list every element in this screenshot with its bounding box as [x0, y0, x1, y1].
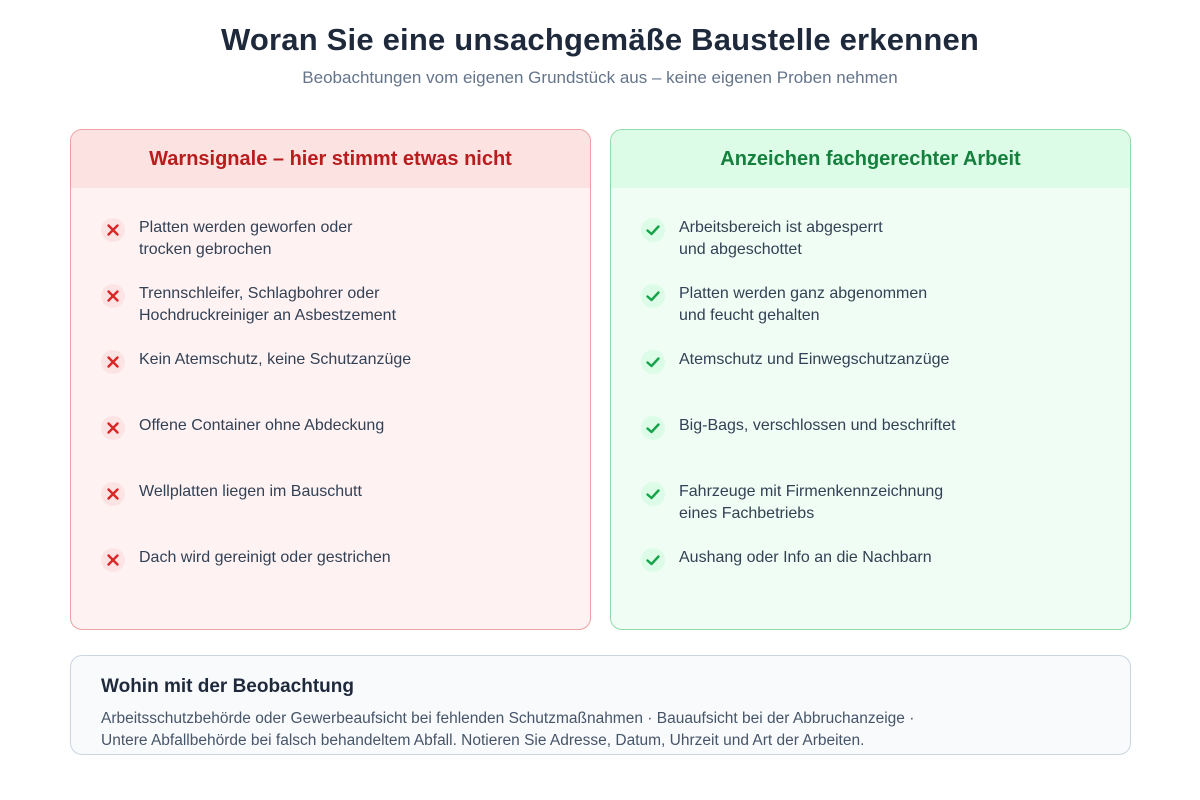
good-practice-item: [641, 283, 1101, 343]
good-practice-item-line: Big-Bags, verschlossen und beschriftet: [679, 417, 956, 434]
x-icon: [101, 548, 125, 572]
warning-item-text: [139, 283, 519, 327]
good-practice-item-line: Atemschutz und Einwegschutzanzüge: [679, 351, 950, 368]
check-icon: [641, 284, 665, 308]
warning-item-text: [139, 415, 519, 437]
x-icon: [101, 482, 125, 506]
reporting-note-text: [101, 708, 1061, 752]
good-practice-item: [641, 349, 1101, 409]
warning-item: [101, 217, 561, 277]
good-practice-item-text: [679, 547, 1059, 569]
warning-item-line: Kein Atemschutz, keine Schutzanzüge: [139, 351, 412, 368]
good-practice-item: [641, 547, 1101, 607]
check-icon: [641, 350, 665, 374]
good-practice-item-text: [679, 349, 1059, 371]
warning-item-text: [139, 349, 519, 371]
check-icon: [641, 218, 665, 242]
good-practice-item-line: Platten werden ganz abgenommen: [679, 285, 928, 302]
warning-item-text: [139, 547, 519, 569]
warning-item: [101, 415, 561, 475]
reporting-note-line: Arbeitsschutzbehörde oder Gewerbeaufsicht bei fehlenden Schutzmaßnahmen · Bauaufsicht bei der Abbruchanzeige ·: [101, 710, 915, 727]
good-practice-item-text: [679, 481, 1059, 525]
warning-item-line: Dach wird gereinigt oder gestrichen: [139, 549, 391, 566]
warning-item-line: trocken gebrochen: [139, 241, 272, 258]
good-practice-panel-heading: Anzeichen fachgerechter Arbeit: [611, 130, 1130, 188]
warning-item: [101, 481, 561, 541]
warning-item-line: Trennschleifer, Schlagbohrer oder: [139, 285, 380, 302]
reporting-note-line: Untere Abfallbehörde bei falsch behandeltem Abfall. Notieren Sie Adresse, Datum, Uhrzeit und Art der Arbeiten.: [101, 732, 865, 749]
good-practice-item-line: Fahrzeuge mit Firmenkennzeichnung: [679, 483, 944, 500]
good-practice-item: [641, 415, 1101, 475]
page-title: Woran Sie eine unsachgemäße Baustelle erkennen: [220, 22, 980, 57]
check-icon: [641, 482, 665, 506]
warning-item: [101, 283, 561, 343]
x-icon: [101, 350, 125, 374]
reporting-note-title: Wohin mit der Beobachtung: [101, 676, 354, 697]
check-icon: [641, 416, 665, 440]
x-icon: [101, 416, 125, 440]
warning-item-text: [139, 481, 519, 503]
good-practice-item: [641, 217, 1101, 277]
warning-item: [101, 547, 561, 607]
warning-item: [101, 349, 561, 409]
check-icon: [641, 548, 665, 572]
good-practice-item-text: [679, 415, 1059, 437]
good-practice-item-line: und feucht gehalten: [679, 307, 820, 324]
warning-panel-heading: Warnsignale – hier stimmt etwas nicht: [71, 130, 590, 188]
warning-item-text: [139, 217, 519, 261]
warning-item-line: Wellplatten liegen im Bauschutt: [139, 483, 362, 500]
good-practice-item: [641, 481, 1101, 541]
reporting-note: [70, 655, 1131, 755]
good-practice-item-line: eines Fachbetriebs: [679, 505, 815, 522]
warning-item-line: Hochdruckreiniger an Asbestzement: [139, 307, 397, 324]
page-subtitle: Beobachtungen vom eigenen Grundstück aus – keine eigenen Proben nehmen: [302, 68, 898, 87]
warning-item-line: Offene Container ohne Abdeckung: [139, 417, 385, 434]
good-practice-panel: [610, 129, 1131, 630]
warning-panel: [70, 129, 591, 630]
good-practice-item-text: [679, 217, 1059, 261]
good-practice-item-line: Aushang oder Info an die Nachbarn: [679, 549, 932, 566]
warning-item-line: Platten werden geworfen oder: [139, 219, 353, 236]
x-icon: [101, 284, 125, 308]
good-practice-item-text: [679, 283, 1059, 327]
good-practice-item-line: Arbeitsbereich ist abgesperrt: [679, 219, 883, 236]
x-icon: [101, 218, 125, 242]
good-practice-item-line: und abgeschottet: [679, 241, 802, 258]
